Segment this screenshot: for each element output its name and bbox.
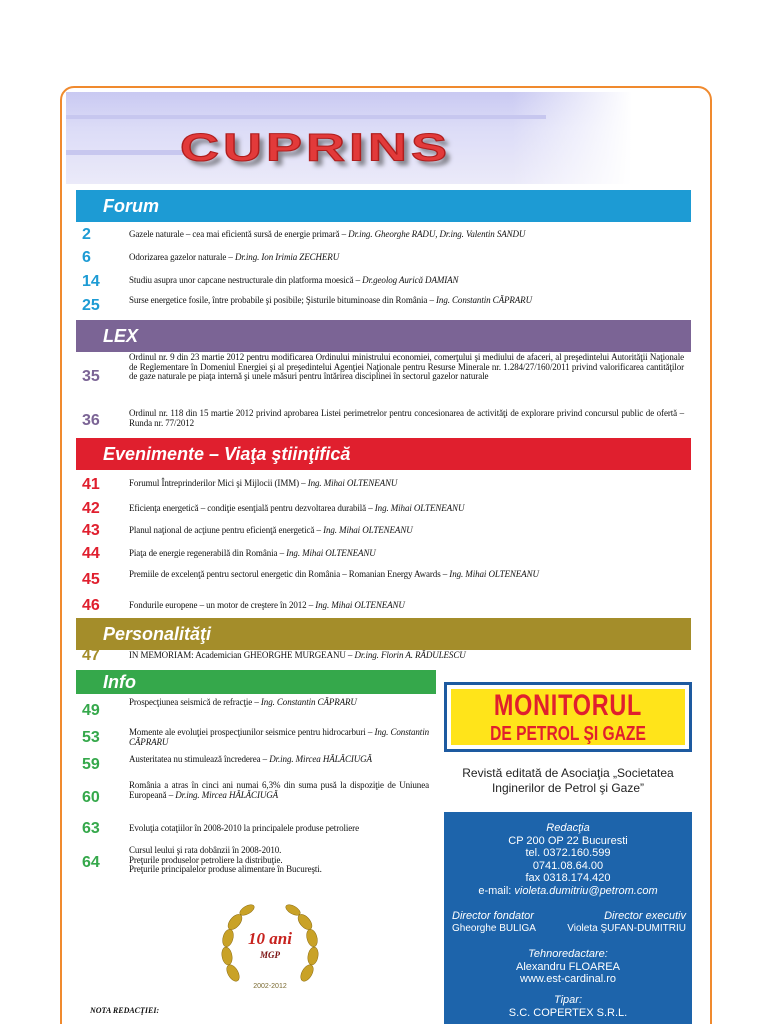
page-number: 64: [82, 854, 100, 871]
badge-years: 2002-2012: [253, 983, 287, 990]
entry-text: Premiile de excelenţă pentru sectorul energetic din România – Romanian Energy Awards – Ing. Mihai OLTENEANU: [129, 569, 539, 579]
entry-text: Fondurile europene – un motor de creştere în 2012 – Ing. Mihai OLTENEANU: [129, 600, 405, 610]
page-number: 35: [82, 368, 100, 385]
page-number: 49: [82, 702, 100, 719]
entry-text: Prospecţiunea seismică de refracţie – Ing. Constantin CĂPRARU: [129, 697, 357, 707]
page-number: 43: [82, 522, 100, 539]
page-number: 36: [82, 412, 100, 429]
tehnoredactare-name: Alexandru FLOAREA: [516, 960, 620, 973]
editorial-note: [90, 1006, 430, 1016]
page-number: 41: [82, 476, 100, 493]
founder-block: [452, 910, 536, 935]
page-number: 45: [82, 571, 100, 588]
tehnoredactare-site[interactable]: www.est-cardinal.ro: [520, 973, 616, 985]
entry-text: IN MEMORIAM: Academician GHEORGHE MURGEANU – Dr.ing. Florin A. RĂDULESCU: [129, 650, 466, 660]
publisher-description: Revistă editată de Asociaţia „Societatea Inginerilor de Petrol şi Gaze”: [462, 766, 674, 795]
magazine-logo: [444, 682, 692, 752]
redactia-block: [444, 822, 692, 897]
redactia-heading: Redacţia: [546, 822, 590, 834]
banner-stripe: [66, 150, 186, 155]
founder-label: Director fondator: [452, 910, 534, 922]
executive-label: Director executiv: [604, 910, 686, 922]
page-number: 14: [82, 273, 100, 290]
banner-stripe: [66, 115, 546, 119]
page-number: 59: [82, 756, 100, 773]
anniversary-laurel-icon: [215, 898, 325, 998]
executive-name: Violeta ŞUFAN-DUMITRIU: [567, 922, 686, 934]
entry-text: Studiu asupra unor capcane nestructurale din platforma moesică – Dr.geolog Aurică DAMIAN: [129, 275, 459, 285]
logo-background: [451, 689, 685, 745]
note-heading: NOTA REDACŢIEI:: [90, 1006, 160, 1015]
entry-text: Surse energetice fosile, între probabile şi posibile; Şisturile bituminoase din România – Ing. Constantin CĂPRARU: [129, 295, 532, 305]
tipar-name: S.C. COPERTEX S.R.L.: [508, 1006, 628, 1019]
page-number: 44: [82, 545, 100, 562]
section-evenimente: Evenimente – Viaţa ştiinţifică: [76, 438, 691, 470]
entry-text: Piaţa de energie regenerabilă din România – Ing. Mihai OLTENEANU: [129, 548, 376, 558]
page-number: 47: [82, 647, 100, 664]
tehnoredactare-label: Tehnoredactare:: [528, 948, 608, 960]
entry-text: Austeritatea nu stimulează încrederea – Dr.ing. Mircea HĂLĂCIUGĂ: [129, 754, 372, 764]
page-number: 42: [82, 500, 100, 517]
imprint-panel: [444, 812, 692, 1024]
page-number: 53: [82, 729, 100, 746]
page-title: CUPRINS: [180, 125, 452, 170]
entry-text: Eficienţa energetică – condiţie esenţială pentru dezvoltarea durabilă – Ing. Mihai OLTENEANU: [129, 503, 465, 513]
mobile: 0741.08.64.00: [532, 859, 604, 872]
entry-text: Gazele naturale – cea mai eficientă sursă de energie primară – Dr.ing. Gheorghe RADU, Dr.ing. Valentin SANDU: [129, 229, 526, 239]
logo-line-1: MONITORUL: [493, 689, 643, 722]
section-forum: Forum: [76, 190, 691, 222]
entry-text: România a atras în cinci ani numai 6,3% din suma pusă la dispoziţie de Uniunea Europeană – Dr.ing. Mircea HĂLĂCIUGĂ: [129, 780, 429, 800]
tipar-label: Tipar:: [553, 994, 583, 1006]
badge-title: 10 ani: [248, 929, 292, 948]
email-link[interactable]: violeta.dumitriu@petrom.com: [514, 884, 658, 897]
entry-text: Ordinul nr. 9 din 23 martie 2012 pentru modificarea Ordinului ministrului economiei, comerţului şi mediului de afaceri, al preşedintelui Autorităţii Naţionale de Reglementare în Domeniul Energiei şi al preşedintelui Agenţiei Naţionale pentru Resurse Minerale nr. 1.284/27/160/2011 privind valorificarea cantităţilor de gaze naturale pe piaţa internă şi unele măsuri pentru întărirea disciplinei în sectorul gazelor naturale: [129, 352, 684, 381]
fax: fax 0318.174.420: [525, 872, 611, 884]
entry-text: Planul naţional de acţiune pentru eficienţă energetică – Ing. Mihai OLTENEANU: [129, 525, 413, 535]
page-number: 46: [82, 597, 100, 614]
entry-text: Cursul leului şi rata dobânzii în 2008-2010. Preţurile produselor petroliere la distribuţie. Preţurile principalelor produse alimentare în Bucureşti.: [129, 845, 322, 874]
badge-subtitle: MGP: [260, 950, 280, 960]
founder-name: Gheorghe BULIGA: [452, 922, 536, 934]
section-info: Info: [76, 670, 436, 694]
tipar-block: [444, 994, 692, 1019]
page-number: 60: [82, 789, 100, 806]
entry-text: Evoluţia cotaţiilor în 2008-2010 la principalele produse petroliere: [129, 823, 359, 833]
page-number: 63: [82, 820, 100, 837]
tehnoredactare-block: [444, 948, 692, 986]
page-number: 6: [82, 249, 91, 266]
section-lex: LEX: [76, 320, 691, 352]
page-number: 2: [82, 226, 91, 243]
executive-block: [567, 910, 686, 935]
logo-line-2: DE PETROL ŞI GAZE: [490, 723, 646, 745]
address: CP 200 OP 22 Bucuresti: [508, 834, 628, 847]
phone: tel. 0372.160.599: [525, 847, 611, 859]
entry-text: Forumul Întreprinderilor Mici şi Mijlocii (IMM) – Ing. Mihai OLTENEANU: [129, 478, 398, 488]
section-personalitati: Personalităţi: [76, 618, 691, 650]
email-label: e-mail:: [478, 884, 515, 897]
entry-text: Odorizarea gazelor naturale – Dr.ing. Ion Irimia ZECHERU: [129, 252, 340, 262]
page-number: 25: [82, 297, 100, 314]
entry-text: Ordinul nr. 118 din 15 martie 2012 privind aprobarea Listei perimetrelor pentru concesionarea de activităţi de explorare privind concursul public de ofertă – Runda nr. 77/2012: [129, 408, 684, 428]
entry-text: Momente ale evoluţiei prospecţiunilor seismice pentru hidrocarburi – Ing. Constantin CĂPRARU: [129, 727, 429, 747]
